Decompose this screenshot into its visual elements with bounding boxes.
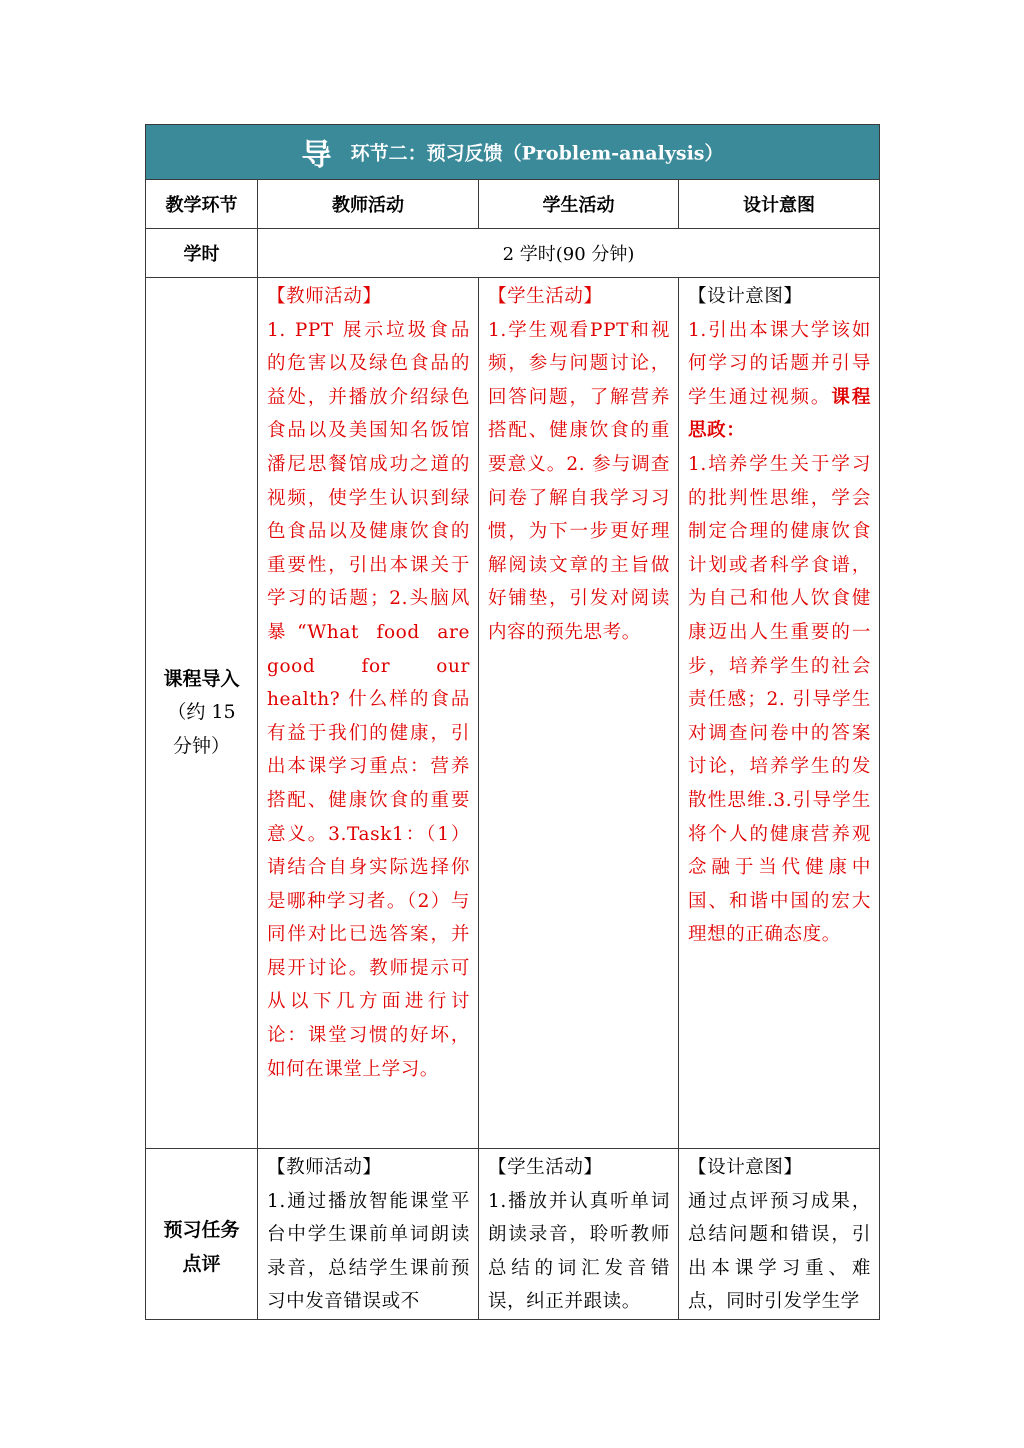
header-row bbox=[146, 180, 880, 229]
student-activity-heading: 【学生活动】 bbox=[488, 286, 603, 307]
teacher-activity-text-2: 1.通过播放智能课堂平台中学生课前单词朗读录音，总结学生课前预习中发音错误或不 bbox=[267, 1190, 470, 1313]
design-intent-text-2: 通过点评预习成果，总结问题和错误，引出本课学习重、难点，同时引发学生学 bbox=[688, 1190, 872, 1313]
preview-teacher-cell bbox=[258, 1149, 479, 1320]
preview-student-cell bbox=[479, 1149, 679, 1320]
lesson-plan-table bbox=[145, 124, 880, 1320]
intro-teacher-cell bbox=[258, 278, 479, 1149]
teacher-activity-heading: 【教师活动】 bbox=[267, 286, 382, 307]
design-intent-text: 1.引出本课大学该如何学习的话题并引导学生通过视频。课程思政： bbox=[688, 319, 872, 442]
section-banner bbox=[146, 125, 880, 180]
preview-label: 预习任务 点评 bbox=[146, 1149, 258, 1320]
student-activity-text-2: 1.播放并认真听单词朗读录音，聆听教师总结的词汇发音错误，纠正并跟读。 bbox=[488, 1190, 670, 1313]
hours-label: 学时 bbox=[146, 229, 258, 278]
hours-row bbox=[146, 229, 880, 278]
intro-design-cell bbox=[679, 278, 880, 1149]
design-intent-heading: 【设计意图】 bbox=[688, 286, 803, 307]
teacher-activity-heading-2: 【教师活动】 bbox=[267, 1157, 382, 1178]
guide-icon: 导 bbox=[301, 138, 332, 173]
header-design: 设计意图 bbox=[679, 180, 880, 229]
intro-row bbox=[146, 278, 880, 1149]
preview-row bbox=[146, 1149, 880, 1320]
student-activity-text: 1.学生观看PPT和视频，参与问题讨论，回答问题，了解营养搭配、健康饮食的重要意义。2. 参与调查问卷了解自我学习习惯，为下一步更好理解阅读文章的主旨做好铺垫，引发对阅读内容的预先思考。 bbox=[488, 319, 670, 643]
preview-design-cell bbox=[679, 1149, 880, 1320]
section-title: 环节二：预习反馈（Problem-analysis） bbox=[350, 142, 724, 165]
hours-value: 2 学时(90 分钟) bbox=[258, 229, 880, 278]
header-stage: 教学环节 bbox=[146, 180, 258, 229]
teacher-activity-text: 1. PPT 展示垃圾食品的危害以及绿色食品的益处，并播放介绍绿色食品以及美国知名饭馆潘尼思餐馆成功之道的视频，使学生认识到绿色食品以及健康饮食的重要性，引出本课关于学习的话题；2.头脑风暴“What food are good for our health? 什么样的食品有益于我们的健康，引出本课学习重点：营养搭配、健康饮食的重要意义。3.Task1：（1）请结合自身实际选择你是哪种学习者。（2）与同伴对比已选答案，并展开讨论。教师提示可从以下几方面进行讨论：课堂习惯的好坏，如何在课堂上学习。 bbox=[267, 319, 470, 1080]
header-student: 学生活动 bbox=[479, 180, 679, 229]
intro-student-cell bbox=[479, 278, 679, 1149]
design-intent-ideology: 1.培养学生关于学习的批判性思维，学会制定合理的健康饮食计划或者科学食谱，为自己和他人饮食健康迈出人生重要的一步，培养学生的社会责任感；2. 引导学生对调查问卷中的答案讨论，培养学生的发散性思维.3.引导学生将个人的健康营养观念融于当代健康中国、和谐中国的宏大理想的正确态度。 bbox=[688, 453, 872, 946]
design-intent-heading-2: 【设计意图】 bbox=[688, 1157, 803, 1178]
student-activity-heading-2: 【学生活动】 bbox=[488, 1157, 603, 1178]
ideology-label: 课程思政： bbox=[688, 386, 872, 442]
header-teacher: 教师活动 bbox=[258, 180, 479, 229]
intro-label: 课程导入 （约 15 分钟） bbox=[146, 278, 258, 1149]
